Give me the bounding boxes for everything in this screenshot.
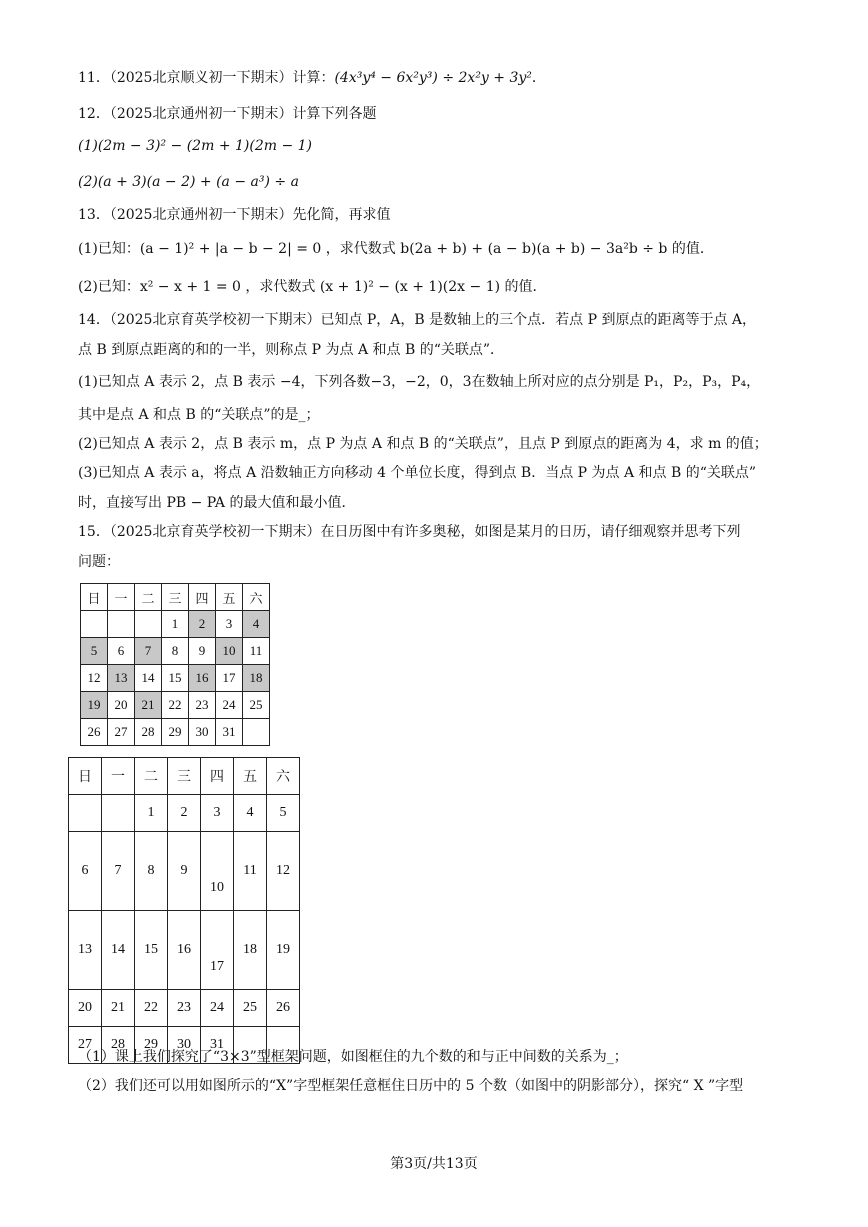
calendar-small-day: 5	[81, 638, 108, 665]
q14-heading-line-1: 14．（2025北京育英学校初一下期末）已知点 P，A，B 是数轴上的三个点．若点 P 到原点的距离等于点 A，	[78, 312, 757, 328]
q14-part-2: (2)已知点 A 表示 2，点 B 表示 m，点 P 为点 A 和点 B 的“关联点”，且点 P 到原点的距离为 4，求 m 的值；	[78, 436, 768, 452]
q13-heading: 13．（2025北京通州初一下期末）先化简，再求值	[78, 207, 391, 223]
calendar-large-day: 28	[102, 1027, 135, 1064]
calendar-small-week	[81, 719, 270, 746]
calendar-large-day: 14	[102, 911, 135, 990]
calendar-large-weekday: 一	[102, 758, 135, 795]
calendar-large-day: 20	[69, 990, 102, 1027]
calendar-large-weekday: 四	[201, 758, 234, 795]
calendar-large-day: 19	[267, 911, 300, 990]
calendar-small-day: 11	[243, 638, 270, 665]
calendar-small-day: 23	[189, 692, 216, 719]
calendar-large-day: 21	[102, 990, 135, 1027]
calendar-small-day: 3	[216, 611, 243, 638]
calendar-large-day: 4	[234, 795, 267, 832]
calendar-small-day: 7	[135, 638, 162, 665]
calendar-small-day: 9	[189, 638, 216, 665]
calendar-small-day	[135, 611, 162, 638]
calendar-small-day: 16	[189, 665, 216, 692]
calendar-small-week	[81, 638, 270, 665]
calendar-large-day: 23	[168, 990, 201, 1027]
q13-part-1: (1)已知：(a − 1)² + |a − b − 2| = 0 ，求代数式 b(2a + b) + (a − b)(a + b) − 3a²b ÷ b 的值．	[78, 241, 714, 257]
calendar-large-day: 5	[267, 795, 300, 832]
calendar-small-day: 21	[135, 692, 162, 719]
q15-heading-line-1: 15．（2025北京育英学校初一下期末）在日历图中有许多奥秘，如图是某月的日历，请仔细观察并思考下列	[78, 524, 741, 540]
calendar-large-day: 22	[135, 990, 168, 1027]
calendar-small-day: 31	[216, 719, 243, 746]
calendar-large-day: 2	[168, 795, 201, 832]
calendar-small-day	[108, 611, 135, 638]
calendar-large-day: 6	[69, 832, 102, 911]
calendar-small-day: 28	[135, 719, 162, 746]
calendar-small-day: 18	[243, 665, 270, 692]
q12-part-2: (2)(a + 3)(a − 2) + (a − a³) ÷ a	[78, 174, 299, 190]
calendar-large-weekday: 六	[267, 758, 300, 795]
question-11	[78, 68, 546, 88]
calendar-large-weekday: 五	[234, 758, 267, 795]
calendar-small-weekday: 二	[135, 584, 162, 611]
calendar-large-day: 13	[69, 911, 102, 990]
q12-part-1: (1)(2m − 3)² − (2m + 1)(2m − 1)	[78, 138, 313, 154]
calendar-large-week	[69, 990, 300, 1027]
calendar-large-day: 8	[135, 832, 168, 911]
calendar-small-day: 12	[81, 665, 108, 692]
calendar-small-day: 2	[189, 611, 216, 638]
calendar-large-day: 26	[267, 990, 300, 1027]
calendar-small-day: 24	[216, 692, 243, 719]
calendar-small-day: 27	[108, 719, 135, 746]
calendar-large-day: 31	[201, 1027, 234, 1064]
calendar-large-week	[69, 795, 300, 832]
calendar-small-weekday: 四	[189, 584, 216, 611]
calendar-small-day: 14	[135, 665, 162, 692]
calendar-large-week	[69, 911, 300, 990]
page-footer: 第3页/共13页	[390, 1156, 478, 1172]
calendar-small-day: 17	[216, 665, 243, 692]
calendar-small-weekday: 日	[81, 584, 108, 611]
calendar-large-day: 7	[102, 832, 135, 911]
calendar-large-day: 18	[234, 911, 267, 990]
calendar-small-day	[243, 719, 270, 746]
q14-part-1-line-2: 其中是点 A 和点 B 的“关联点”的是_；	[78, 407, 320, 423]
calendar-small-day: 30	[189, 719, 216, 746]
calendar-small-day: 25	[243, 692, 270, 719]
calendar-large-day: 27	[69, 1027, 102, 1064]
calendar-large-day: 24	[201, 990, 234, 1027]
calendar-small-weekday: 一	[108, 584, 135, 611]
calendar-small-day: 13	[108, 665, 135, 692]
calendar-large-day: 17	[201, 911, 234, 990]
calendar-large-week	[69, 832, 300, 911]
calendar-small-day: 29	[162, 719, 189, 746]
calendar-small-day: 4	[243, 611, 270, 638]
calendar-small-day: 6	[108, 638, 135, 665]
calendar-small-day: 8	[162, 638, 189, 665]
calendar-small-weekday: 三	[162, 584, 189, 611]
q11-expression: (4x³y⁴ − 6x²y³) ÷ 2x²y + 3y²	[334, 70, 532, 86]
calendar-large-day: 29	[135, 1027, 168, 1064]
calendar-large-day	[102, 795, 135, 832]
calendar-large-day: 10	[201, 832, 234, 911]
q15-heading-line-2: 问题：	[78, 554, 120, 570]
calendar-large-day: 25	[234, 990, 267, 1027]
calendar-large-day	[69, 795, 102, 832]
calendar-large-day: 30	[168, 1027, 201, 1064]
calendar-small-week	[81, 665, 270, 692]
calendar-small-day: 26	[81, 719, 108, 746]
calendar-large-day: 1	[135, 795, 168, 832]
calendar-large-weekday: 二	[135, 758, 168, 795]
calendar-small-day: 20	[108, 692, 135, 719]
calendar-small-weekday: 五	[216, 584, 243, 611]
calendar-small	[80, 583, 270, 746]
calendar-large-day: 15	[135, 911, 168, 990]
calendar-large-header	[69, 758, 300, 795]
calendar-large-weekday: 三	[168, 758, 201, 795]
calendar-small-day: 15	[162, 665, 189, 692]
calendar-large-day: 16	[168, 911, 201, 990]
calendar-small-week	[81, 692, 270, 719]
calendar-large-day: 3	[201, 795, 234, 832]
calendar-large-day: 11	[234, 832, 267, 911]
calendar-small-day: 19	[81, 692, 108, 719]
q15-part-2: （2）我们还可以用如图所示的“X”字型框架任意框住日历中的 5 个数（如图中的阴影部分），探究“ X ”字型	[78, 1078, 744, 1094]
q11-heading: 11．（2025北京顺义初一下期末）计算：	[78, 70, 335, 86]
calendar-small-day: 1	[162, 611, 189, 638]
q15-part-1: （1）课上我们探究了“3×3”型框架问题，如图框住的九个数的和与正中间数的关系为_；	[78, 1049, 628, 1065]
calendar-large-day: 9	[168, 832, 201, 911]
calendar-small-day: 22	[162, 692, 189, 719]
calendar-small-weekday: 六	[243, 584, 270, 611]
q14-heading-line-2: 点 B 到原点距离的和的一半，则称点 P 为点 A 和点 B 的“关联点”．	[78, 342, 505, 358]
calendar-small-header	[81, 584, 270, 611]
q12-heading: 12．（2025北京通州初一下期末）计算下列各题	[78, 106, 377, 122]
calendar-large-weekday: 日	[69, 758, 102, 795]
calendar-small-week	[81, 611, 270, 638]
calendar-large	[68, 757, 300, 1064]
q11-tail: ．	[531, 70, 546, 86]
q14-part-3-line-1: (3)已知点 A 表示 a，将点 A 沿数轴正方向移动 4 个单位长度，得到点 B．当点 P 为点 A 和点 B 的“关联点”	[78, 465, 757, 481]
calendar-large-day: 12	[267, 832, 300, 911]
calendar-small-day: 10	[216, 638, 243, 665]
calendar-small-day	[81, 611, 108, 638]
q14-part-1-line-1: (1)已知点 A 表示 2，点 B 表示 −4，下列各数−3，−2，0，3在数轴上所对应的点分别是 P₁，P₂，P₃，P₄，	[78, 374, 761, 390]
q14-part-3-line-2: 时，直接写出 PB − PA 的最大值和最小值．	[78, 495, 356, 511]
q13-part-2: (2)已知：x² − x + 1 = 0 ，求代数式 (x + 1)² − (x + 1)(2x − 1) 的值．	[78, 279, 547, 295]
